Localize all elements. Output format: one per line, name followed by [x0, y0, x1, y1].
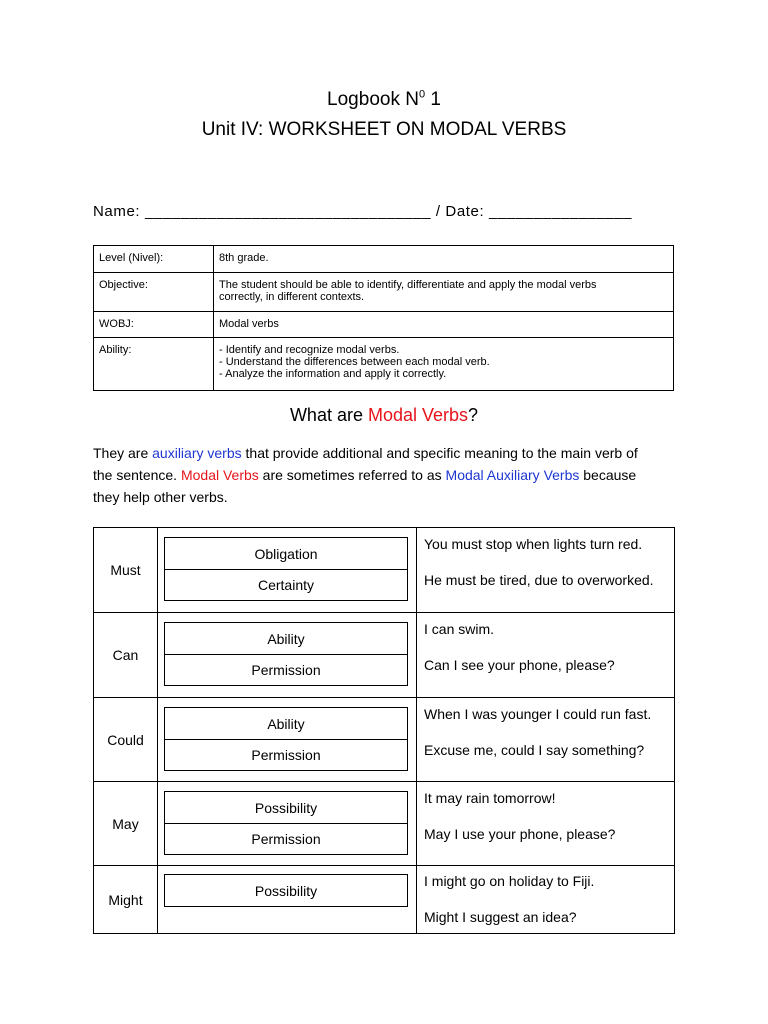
- examples-cell: [416, 528, 674, 612]
- uses-box: [164, 707, 408, 771]
- example: Excuse me, could I say something?: [424, 742, 645, 758]
- example: Might I suggest an idea?: [424, 909, 577, 925]
- modal-row-could: [93, 697, 675, 782]
- info-key: WOBJ:: [94, 312, 214, 338]
- modal-verb: May: [94, 782, 158, 865]
- example: Can I see your phone, please?: [424, 657, 615, 673]
- info-key: Objective:: [94, 273, 214, 312]
- modal-row-must: [93, 527, 675, 613]
- table-row: [94, 312, 674, 338]
- use-cell: Permission: [165, 739, 407, 770]
- info-key: Level (Nivel):: [94, 246, 214, 273]
- modal-row-can: [93, 612, 675, 698]
- intro-paragraph: They are auxiliary verbs that provide additional and specific meaning to the main verb of the sentence. Modal Verbs are sometimes referred to as Modal Auxiliary Verbs because they help other verbs.: [93, 445, 638, 505]
- modal-verb: Must: [94, 528, 158, 612]
- use-cell: Certainty: [165, 569, 407, 600]
- uses-box: [164, 537, 408, 601]
- name-date-line: Name: ________________________________ / Date: ________________: [93, 203, 633, 220]
- uses-box: [164, 791, 408, 855]
- use-cell: Permission: [165, 823, 407, 854]
- info-table: [93, 245, 674, 391]
- use-cell: Possibility: [254, 799, 318, 816]
- example: May I use your phone, please?: [424, 826, 616, 842]
- examples-cell: [416, 613, 674, 697]
- info-key: Ability:: [94, 338, 214, 391]
- modal-verb: Could: [94, 698, 158, 781]
- info-value: - Identify and recognize modal verbs. - Understand the differences between each modal verb. - Analyze the information and apply it correctly.: [214, 338, 674, 391]
- modal-verb: Can: [94, 613, 158, 697]
- example: I can swim.: [424, 621, 495, 637]
- table-row: [94, 338, 674, 391]
- example: When I was younger I could run fast.: [424, 706, 652, 722]
- section-heading: What are Modal Verbs?: [289, 405, 479, 425]
- table-row: [94, 273, 674, 312]
- example: I might go on holiday to Fiji.: [424, 873, 595, 889]
- page-title: Logbook $N^0$ 1: [327, 88, 441, 110]
- examples-cell: [416, 782, 674, 865]
- example: You must stop when lights turn red.: [424, 536, 643, 552]
- info-value: The student should be able to identify, differentiate and apply the modal verbs correctly, in different contexts.: [214, 273, 674, 312]
- modal-verb: Might: [94, 866, 158, 933]
- example: He must be tired, due to overworked.: [424, 572, 654, 588]
- example: It may rain tomorrow!: [424, 790, 556, 806]
- use-cell: Obligation: [254, 545, 318, 562]
- modal-row-might: [93, 865, 675, 934]
- uses-box: [164, 622, 408, 686]
- unit-title: Unit IV: WORKSHEET ON MODAL VERBS: [201, 119, 567, 140]
- use-cell: Possibility: [254, 882, 318, 899]
- modal-row-may: [93, 781, 675, 866]
- examples-cell: [416, 866, 674, 933]
- table-row: [94, 246, 674, 273]
- examples-cell: [416, 698, 674, 781]
- info-value: 8th grade.: [214, 246, 674, 273]
- use-cell: Ability: [267, 630, 305, 647]
- uses-box: [164, 874, 408, 907]
- use-cell: Permission: [165, 654, 407, 685]
- info-value: Modal verbs: [214, 312, 674, 338]
- use-cell: Ability: [267, 715, 305, 732]
